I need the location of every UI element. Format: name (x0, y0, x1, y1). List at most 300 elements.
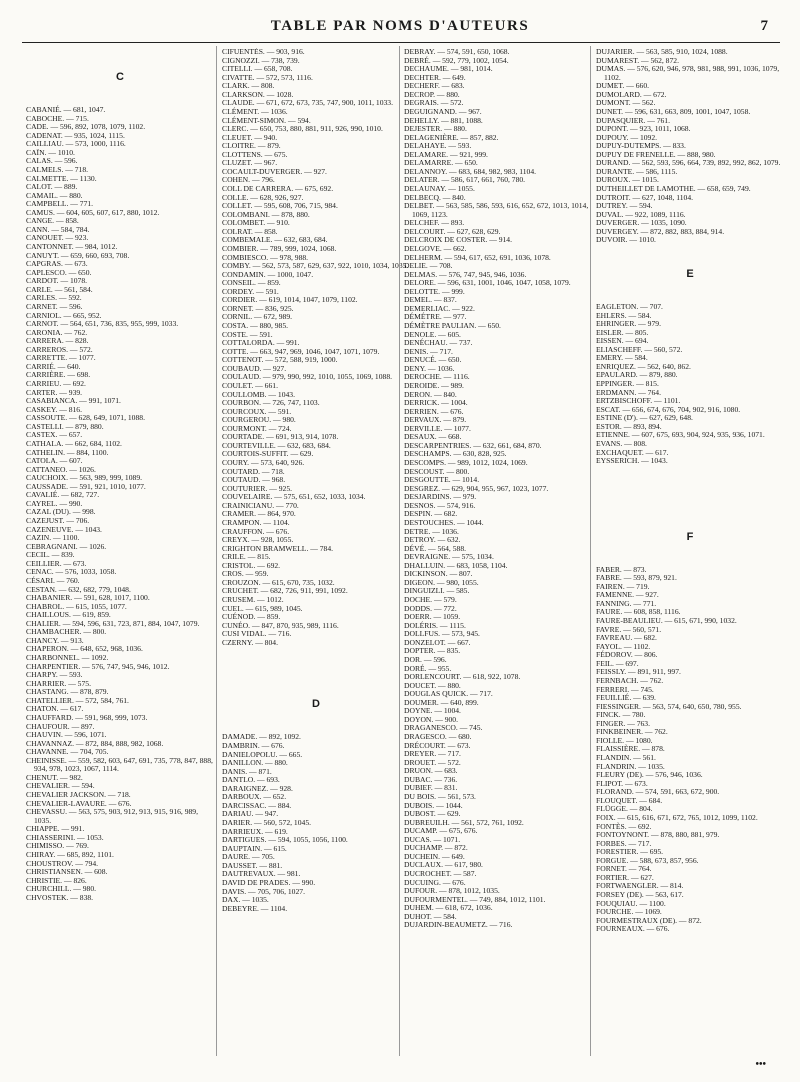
index-entry: COTTE. — 663, 947, 969, 1046, 1047, 1071, 1079. (222, 346, 380, 356)
page-title: TABLE PAR NOMS D'AUTEURS (270, 18, 530, 34)
index-entry: CHAVANNE. — 704, 705. (26, 747, 109, 757)
index-entry: DENÉCHAU. — 737. (404, 338, 473, 348)
index-entry: DELATER. — 586, 617, 661, 760, 780. (404, 175, 526, 185)
index-entry: COTTALORDA. — 991. (222, 338, 300, 348)
index-entry: CRAINICIANU. — 770. (222, 500, 299, 510)
index-entry: DELAMARRE. — 650. (404, 158, 478, 168)
index-entry: DEBRÉ. — 592, 779, 1002, 1054. (404, 55, 509, 65)
index-entry: DEROIDE. — 989. (404, 380, 464, 390)
index-entry: DELAUNAY. — 1055. (404, 184, 475, 193)
section-spacer (596, 480, 784, 494)
index-entry: COURTEVILLE. — 632, 683, 684. (222, 440, 331, 450)
index-entry: DUVERGEY. — 872, 882, 883, 884, 914. (596, 226, 725, 236)
index-entry: DELOTTE. — 999. (404, 286, 465, 296)
index-entry: DEROCHE. — 1116. (404, 372, 470, 382)
index-entry: DELAMARE. — 921, 999. (404, 149, 488, 159)
index-entry: CARLE. — 561, 584. (26, 284, 93, 294)
index-entry: DREYER. — 717. (404, 749, 461, 759)
index-entry: CIFUENTÈS. — 903, 916. (222, 48, 305, 56)
index-entry: DUTROIT. — 627, 1048, 1104. (596, 192, 694, 202)
index-entry: CENAC. — 576, 1033, 1058. (26, 567, 117, 577)
index-entry: DESCHAMPS. — 630, 828, 925. (404, 449, 507, 459)
index-entry: CEBRAGNANI. — 1026. (26, 541, 107, 551)
section-spacer (596, 289, 784, 303)
index-entry: CATTANEO. — 1026. (26, 464, 96, 474)
index-entry: EHRINGER. — 979. (596, 319, 661, 329)
index-entry: DUFOUR. — 878, 1012, 1035. (404, 886, 500, 896)
index-entry: CORDEY. — 591. (222, 286, 279, 296)
index-entry: DOUCET. — 880. (404, 680, 461, 690)
index-entry: FLANDIN. — 561. (596, 753, 656, 762)
index-entry: CEILLIER. — 673. (26, 558, 87, 568)
index-entry: CITELLI. — 658, 708. (222, 64, 293, 74)
index-entry: DELBECQ. — 840. (404, 192, 466, 202)
index-entry: DEVRAIGNE. — 575, 1034. (404, 552, 494, 562)
index-entry: DELIE. — 708. (404, 261, 453, 271)
section-spacer (596, 494, 784, 508)
index-entry: FAIREN. — 719. (596, 581, 650, 591)
index-entry: DURAND. — 562, 593, 596, 664, 739, 892, 992, 862, 1079. (596, 158, 781, 168)
index-entry: CARNET. — 596. (26, 301, 83, 311)
index-entry: DECHERF. — 683. (404, 81, 465, 91)
index-entry: CARRIÈRE. — 698. (26, 370, 91, 380)
index-entry: CANGE. — 858. (26, 216, 79, 226)
index-entry: CUNÉO. — 847, 870, 935, 989, 1116. (222, 620, 339, 630)
index-entry: CASSOUTE. — 628, 649, 1071, 1088. (26, 413, 145, 423)
index-entry: DUCLAUX. — 617, 980. (404, 860, 483, 870)
index-entry: DARCISSAC. — 884. (222, 800, 292, 810)
index-entry: DOERR. — 1059. (404, 612, 461, 622)
index-entry: DUMAS. — 576, 620, 946, 978, 981, 988, 991, 1036, 1079, 1102. (596, 64, 780, 82)
index-entry: CZERNY. — 804. (222, 637, 278, 647)
index-entry: DELAGENIÈRE. — 857, 882. (404, 132, 499, 142)
index-entry: COSTA. — 880, 985. (222, 321, 289, 330)
index-entry: COLRAT. — 858. (222, 226, 278, 236)
index-entry: CASTEX. — 657. (26, 430, 83, 440)
index-entry: DUMONT. — 562. (596, 98, 656, 108)
index-entry: DUPASQUIER. — 761. (596, 115, 670, 125)
section-spacer (26, 48, 214, 62)
index-entry: FAURE-BEAULIEU. — 615, 671, 990, 1032. (596, 616, 737, 625)
index-entry: DARIAU. — 947. (222, 809, 279, 819)
index-entry: DOLÉRIS. — 1115. (404, 620, 466, 630)
index-entry: CLUZET. — 967. (222, 158, 278, 168)
index-entry: CUÉNOD. — 859. (222, 612, 281, 622)
column-divider (399, 46, 400, 1056)
section-spacer (596, 552, 784, 566)
index-entry: CARNOT. — 564, 651, 736, 835, 955, 999, 1033. (26, 319, 179, 329)
index-entry: FLANDRIN. — 1035. (596, 761, 665, 771)
index-entry: CHEVASSU. — 563, 575, 903, 912, 913, 915, 916, 989, 1035. (26, 807, 198, 825)
index-entry: CHABROL. — 615, 1055, 1077. (26, 601, 127, 611)
index-entry: CESTAN. — 632, 682, 779, 1048. (26, 584, 131, 594)
index-entry: DOYON. — 900. (404, 714, 458, 724)
index-entry: FINGER. — 763. (596, 718, 651, 728)
index-entry: DUCHEIN. — 649. (404, 851, 465, 861)
index-entry: FABRE. — 593, 879, 921. (596, 573, 677, 583)
index-entry: DUFOURMENTEL. — 749, 884, 1012, 1101. (404, 894, 546, 904)
index-column-3 (404, 48, 592, 1058)
index-entry: CHABANIER. — 591, 628, 1017, 1100. (26, 593, 150, 603)
section-letter: F (686, 530, 694, 543)
index-entry: DEGRAIS. — 572. (404, 98, 464, 108)
index-entry: CHAPERON. — 648, 652, 968, 1036. (26, 644, 143, 654)
section-spacer (26, 92, 214, 106)
index-entry: DURANTE. — 586, 1115. (596, 166, 678, 176)
index-entry: CUSI VIDAL. — 716. (222, 629, 292, 639)
index-entry: FORSEY (DE). — 563, 617. (596, 890, 684, 899)
index-entry: CHRISTIANSEN. — 608. (26, 867, 108, 877)
index-entry: DEMERLIAC. — 922. (404, 303, 475, 313)
index-entry: CHAUFOUR. — 897. (26, 721, 95, 731)
index-entry: DELGOVE. — 662. (404, 243, 467, 253)
index-entry: DENY. — 1036. (404, 363, 455, 373)
column-divider (216, 46, 217, 1056)
index-entry: CARRETTE. — 1077. (26, 353, 96, 363)
index-entry: DUBOST. — 629. (404, 809, 461, 819)
index-entry: CONDAMIN. — 1000, 1047. (222, 269, 314, 279)
index-entry: CARREROS. — 572. (26, 344, 93, 354)
index-entry: EMERY. — 584. (596, 353, 648, 363)
index-entry: DUMOLARD. — 672. (596, 89, 667, 99)
index-entry: COMBY. — 562, 573, 587, 629, 637, 922, 1010, 1034, 1035. (222, 261, 409, 271)
index-entry: CLAUDE. — 671, 672, 673, 735, 747, 900, 1011, 1033. (222, 98, 393, 108)
index-entry: CHARPENTIER. — 576, 747, 945, 946, 1012. (26, 661, 170, 671)
index-entry: CAMUS. — 604, 605, 607, 617, 880, 1012. (26, 207, 160, 217)
index-entry: CANUYT. — 659, 660, 693, 708. (26, 250, 130, 260)
index-entry: CROS. — 959. (222, 569, 269, 579)
index-entry: FAVREAU. — 682. (596, 633, 657, 643)
index-entry: CARRIÉ. — 640. (26, 361, 81, 371)
index-entry: FÉDOROV. — 806. (596, 650, 658, 660)
index-entry: DUMAREST. — 562, 872. (596, 55, 679, 65)
index-entry: COULAUD. — 979, 990, 992, 1010, 1055, 1069, 1088. (222, 372, 393, 382)
index-entry: FIOLLE. — 1080. (596, 735, 653, 745)
index-entry: EAGLETON. — 707. (596, 301, 663, 311)
index-entry: DESGOUTTE. — 1014. (404, 475, 480, 485)
index-entry: COMBEMALE. — 632, 683, 684. (222, 235, 328, 245)
index-entry: FEIL. — 697. (596, 658, 639, 668)
index-entry: CRILE. — 815. (222, 552, 271, 562)
index-entry: DERON. — 840. (404, 389, 457, 399)
index-entry: CLEUET. — 940. (222, 132, 278, 142)
index-entry: DUBIEF. — 831. (404, 783, 458, 793)
index-entry: CALMELS. — 718. (26, 164, 89, 174)
index-entry: CALAS. — 596. (26, 156, 78, 166)
index-entry: DECROP. — 880. (404, 89, 460, 99)
index-entry: DECHTER. — 649. (404, 72, 466, 82)
index-entry: COLL DE CARRERA. — 675, 692. (222, 184, 334, 193)
index-entry: CHOUSTROV. — 794. (26, 858, 99, 868)
index-entry: CHAVANNAZ. — 872, 884, 888, 982, 1068. (26, 738, 164, 748)
index-entry: COTTENOT. — 572, 588, 919, 1000. (222, 355, 338, 365)
index-entry: DESAUX. — 668. (404, 432, 462, 442)
index-entry: COLOMBET. — 910. (222, 218, 290, 228)
index-entry: CIGNOZZI. — 738, 739. (222, 55, 300, 65)
index-entry: FORTIER. — 627. (596, 872, 654, 882)
index-entry: DUJARDIN-BEAUMETZ. — 716. (404, 920, 513, 930)
index-entry: DUJARIER. — 563, 585, 910, 1024, 1088. (596, 48, 728, 56)
index-entry: FEISSLY. — 891, 911, 997. (596, 667, 681, 677)
index-entry: CHURCHILL. — 980. (26, 884, 97, 894)
index-entry: DOUGLAS QUICK. — 717. (404, 689, 493, 699)
index-entry: FIESSINGER. — 563, 574, 640, 650, 780, 955. (596, 701, 742, 711)
index-entry: CAZIN. — 1100. (26, 533, 80, 543)
index-entry: DINGUIZLI. — 585. (404, 586, 470, 596)
index-entry: COURY. — 573, 640, 926. (222, 458, 305, 467)
index-entry: FONTÈS. — 692. (596, 821, 652, 831)
index-entry: FEUILLIÉ. — 639. (596, 693, 656, 703)
index-entry: CARNIOL. — 665, 952. (26, 310, 102, 320)
index-entry: FORNET. — 764. (596, 864, 652, 874)
index-entry: COUTARD. — 718. (222, 466, 285, 476)
index-entry: CARTER. — 939. (26, 387, 83, 397)
index-entry: CRUSEM. — 1012. (222, 595, 284, 604)
index-entry: DUCROCHET. — 587. (404, 869, 477, 878)
index-entry: DOCHE. — 579. (404, 595, 457, 604)
index-entry: COUBAUD. — 927. (222, 363, 287, 373)
index-entry: CHAMBACHER. — 800. (26, 627, 107, 637)
index-entry: FORTWAENGLER. — 814. (596, 881, 684, 891)
index-column-4 (596, 48, 784, 1058)
index-entry: CABOCHE. — 715. (26, 113, 89, 123)
index-entry: CHIRAY. — 685, 892, 1101. (26, 849, 114, 859)
index-entry: FINKBEINER. — 762. (596, 727, 668, 737)
index-entry: CHANCY. — 913. (26, 635, 84, 645)
index-entry: CRAUFFON. — 676. (222, 526, 290, 536)
section-spacer (222, 661, 410, 675)
index-entry: DARRIEUX. — 619. (222, 826, 288, 836)
index-entry: CATOLA. — 607. (26, 456, 83, 466)
index-entry: DUMET. — 660. (596, 81, 650, 91)
index-entry: DAVIS. — 705, 706, 1027. (222, 886, 305, 896)
index-entry: DORLENCOURT. — 618, 922, 1078. (404, 672, 521, 682)
index-entry: CONSEIL. — 859. (222, 278, 281, 288)
index-entry: ESTOR. — 893, 894. (596, 421, 662, 431)
index-entry: CHEVALIER JACKSON. — 718. (26, 790, 131, 799)
index-entry: DUCAS. — 1071. (404, 834, 461, 844)
index-entry: CLÉMENT. — 1036. (222, 106, 288, 116)
section-spacer (222, 675, 410, 689)
index-entry: FOURNEAUX. — 676. (596, 924, 670, 934)
index-entry: DICKINSON. — 807. (404, 569, 473, 579)
index-entry: DELAHAYE. — 593. (404, 141, 472, 151)
index-entry: DELCROIX DE COSTER. — 914. (404, 235, 512, 245)
index-entry: EYSSERICH. — 1043. (596, 456, 668, 466)
index-entry: COUTURIER. — 925. (222, 483, 293, 493)
index-entry: EXCHAQUET. — 617. (596, 447, 669, 457)
index-entry: CALOT. — 889. (26, 182, 78, 192)
section-letter: E (686, 267, 694, 280)
index-entry: COLOMBANI. — 878, 880. (222, 209, 310, 219)
index-entry: CREYX. — 928, 1055. (222, 535, 294, 545)
index-entry: CRAMER. — 864, 970. (222, 509, 296, 519)
index-entry: EISLER. — 805. (596, 327, 649, 337)
index-entry: CORDIER. — 619, 1014, 1047, 1079, 1102. (222, 295, 358, 305)
index-entry: DÉMÉTRE. — 977. (404, 312, 467, 322)
index-entry: ELIASCHEFF. — 560, 572. (596, 344, 683, 354)
index-entry: CHATON. — 617. (26, 704, 84, 714)
index-entry: COCAULT-DUVERGER. — 927. (222, 166, 327, 176)
index-entry: DENIS. — 717. (404, 346, 453, 356)
index-entry: FLIPOT. — 673. (596, 778, 648, 788)
index-entry: DUVOIR. — 1010. (596, 235, 656, 245)
index-entry: ETIENNE. — 607, 675, 693, 904, 924, 935, 936, 1071. (596, 430, 765, 440)
index-entry: DUROUX. — 1015. (596, 175, 659, 185)
index-entry: CRAMPON. — 1104. (222, 517, 290, 527)
index-entry: DAVID DE PRADES. — 990. (222, 877, 316, 887)
index-entry: DOLLFUS. — 573, 945. (404, 629, 480, 639)
index-entry: CHARBONNEL. — 1092. (26, 653, 109, 662)
index-entry: DELCOURT. — 627, 628, 629. (404, 226, 501, 236)
index-entry: CHRISTIE. — 826. (26, 875, 87, 885)
index-entry: CANOUET. — 923. (26, 233, 89, 243)
index-entry: COHEN. — 796. (222, 175, 275, 185)
index-entry: DEGUIGNAND. — 967. (404, 106, 482, 116)
index-entry: DUPOUY. — 1092. (596, 132, 658, 142)
footer-mark: ••• (755, 1059, 766, 1070)
index-entry: CLERC. — 650, 753, 880, 881, 911, 926, 990, 1010. (222, 124, 383, 134)
index-entry: FERNBACH. — 762. (596, 675, 664, 685)
index-entry: DAX. — 1035. (222, 895, 269, 905)
index-entry: DARBOUX. — 652. (222, 792, 287, 802)
index-entry: CHALIER. — 594, 596, 631, 723, 871, 884, 1047, 1079. (26, 618, 200, 628)
index-entry: CLARKSON. — 1028. (222, 89, 294, 99)
index-entry: DUHOT. — 584. (404, 911, 457, 921)
column-divider (590, 46, 591, 1056)
index-entry: DERVAUX. — 879. (404, 415, 467, 425)
index-entry: DELMAS. — 576, 747, 945, 946, 1036. (404, 269, 527, 279)
section-spacer (596, 245, 784, 259)
index-entry: DUNET. — 596, 631, 663, 809, 1001, 1047, 1058. (596, 106, 751, 116)
index-entry: DUCUING. — 676. (404, 877, 466, 887)
index-entry: DOR. — 596. (404, 654, 447, 664)
index-entry: CLOTTENS. — 675. (222, 149, 288, 159)
index-entry: DANILLON. — 880. (222, 758, 288, 768)
index-entry: DENOLE. — 605. (404, 329, 461, 339)
index-entry: CARONIA. — 762. (26, 327, 88, 337)
index-entry: DUHEM. — 618, 672, 1036. (404, 903, 493, 913)
page-header (0, 18, 800, 42)
index-entry: DROUET. — 572. (404, 757, 461, 767)
index-entry: CARRERA. — 828. (26, 336, 89, 346)
index-entry: CHIMISSO. — 769. (26, 841, 89, 851)
index-entry: CADE. — 596, 892, 1078, 1079, 1102. (26, 122, 146, 132)
index-entry: DANIS. — 871. (222, 766, 272, 776)
index-entry: CAZEJUST. — 706. (26, 516, 90, 525)
index-entry: CAZENEUVE. — 1043. (26, 524, 102, 534)
index-entry: COURBON. — 726, 747, 1103. (222, 398, 320, 408)
index-entry: DRUON. — 683. (404, 766, 458, 776)
index-entry: DRÉCOURT. — 673. (404, 740, 471, 750)
index-entry: DUVAL. — 922, 1089, 1116. (596, 209, 686, 219)
index-entry: CATHALA. — 662, 684, 1102. (26, 438, 122, 448)
index-entry: FERRERI. — 745. (596, 684, 654, 694)
index-entry: DÉMÈTRE PAULIAN. — 650. (404, 321, 501, 330)
index-entry: FOUQUIAU. — 1100. (596, 898, 666, 908)
index-entry: COURCOUX. — 591. (222, 406, 292, 416)
index-entry: DELANNOY. — 683, 684, 982, 983, 1104. (404, 166, 537, 176)
index-entry: COURGEROU. — 980. (222, 415, 296, 425)
index-entry: DERRICK. — 1004. (404, 398, 468, 408)
index-entry: CORNIL. — 672, 989. (222, 312, 293, 322)
index-entry: ENRIQUEZ. — 562, 640, 862. (596, 361, 691, 371)
index-entry: DIGEON. — 980, 1055. (404, 577, 479, 587)
index-entry: CHIASSERINI. — 1053. (26, 832, 104, 842)
index-entry: DEBEYRE. — 1104. (222, 903, 288, 913)
section-spacer (596, 466, 784, 480)
index-entry: CHAUFFARD. — 591, 968, 999, 1073. (26, 712, 148, 722)
index-entry: FAMENNE. — 927. (596, 590, 659, 600)
index-entry: CAMAIL. — 880. (26, 190, 83, 200)
index-entry: CLARK. — 808. (222, 81, 275, 91)
index-entry: COLLET. — 595, 608, 706, 715, 984. (222, 201, 338, 211)
index-entry: DARAIGNEZ. — 928. (222, 783, 293, 793)
index-entry: CAPLESCO. — 650. (26, 267, 92, 277)
index-entry: DAMADE. — 892, 1092. (222, 732, 301, 742)
index-entry: DEHELLY. — 881, 1088. (404, 115, 483, 125)
index-entry: DRAGANESCO. — 745. (404, 723, 483, 733)
index-entry: DUBAC. — 736. (404, 774, 458, 784)
index-entry: DU BOIS. — 561, 573. (404, 791, 476, 801)
index-entry: EISSEN. — 694. (596, 336, 649, 346)
index-entry: CHARPY. — 593. (26, 670, 83, 680)
index-entry: CHEINISSE. — 559, 582, 603, 647, 691, 735, 778, 847, 888, 934, 978, 1023, 1067, 1114. (26, 755, 213, 774)
index-entry: CAUSSADE. — 591, 921, 1010, 1077. (26, 481, 146, 491)
index-entry: DESNOS. — 574, 916. (404, 500, 476, 510)
index-entry: CAPGRAS. — 673. (26, 259, 88, 269)
index-entry: CRUCHET. — 682, 726, 911, 991, 1092. (222, 586, 348, 596)
index-entry: ESTINE (D'). — 627, 629, 648. (596, 413, 693, 423)
index-entry: FONTOYNONT. — 878, 880, 881, 979. (596, 830, 720, 840)
index-column-2 (222, 48, 410, 1058)
index-entry: DESJARDINS. — 979. (404, 492, 477, 502)
index-entry: DETROY. — 632. (404, 535, 461, 545)
index-entry: DUBOIS. — 1044. (404, 800, 463, 810)
index-entry: CIVATTE. — 572, 573, 1116. (222, 72, 313, 82)
index-entry: DÉVÉ. — 564, 588. (404, 543, 467, 553)
index-entry: COURTOIS-SUFFIT. — 629. (222, 449, 314, 459)
index-entry: DETRE. — 1036. (404, 526, 459, 536)
index-entry: DESCOUST. — 800. (404, 466, 470, 476)
index-entry: DANTLO. — 693. (222, 775, 280, 785)
index-entry: DERRIEN. — 676. (404, 406, 464, 416)
header-rule (22, 42, 780, 43)
index-entry: CHATELLIER. — 572, 584, 761. (26, 695, 129, 705)
index-entry: COMBIESCO. — 978, 988. (222, 252, 309, 262)
index-entry: FOURMESTRAUX (DE). — 872. (596, 915, 702, 925)
index-entry: CARDOT. — 1078. (26, 276, 88, 286)
index-entry: DORÉ. — 955. (404, 663, 452, 673)
index-entry: CAVALIÉ. — 682, 727. (26, 490, 100, 500)
section-spacer (222, 719, 410, 733)
index-entry: FINCK. — 780. (596, 710, 646, 720)
index-entry: DESPIN. — 682. (404, 509, 458, 519)
index-entry: CATHELIN. — 884, 1100. (26, 447, 109, 457)
index-entry: CRIGHTON BRAMWELL. — 784. (222, 543, 334, 553)
index-entry: DESCOMPS. — 989, 1012, 1024, 1069. (404, 458, 528, 467)
index-entry: FLEURY (DE). — 576, 946, 1036. (596, 770, 703, 780)
index-entry: CASABIANCA. — 991, 1071. (26, 396, 121, 406)
index-entry: DESCARPENTRIES. — 632, 661, 684, 870. (404, 440, 542, 450)
index-entry: DONZELOT. — 667. (404, 637, 471, 647)
section-spacer (596, 508, 784, 522)
index-entry: FLORAND. — 574, 591, 663, 672, 900. (596, 787, 720, 797)
index-entry: DEMEL. — 837. (404, 295, 457, 305)
index-entry: DUTREY. — 594. (596, 201, 653, 211)
index-entry: CHARRIER. — 575. (26, 678, 91, 688)
index-entry: EPPINGER. — 815. (596, 379, 659, 388)
